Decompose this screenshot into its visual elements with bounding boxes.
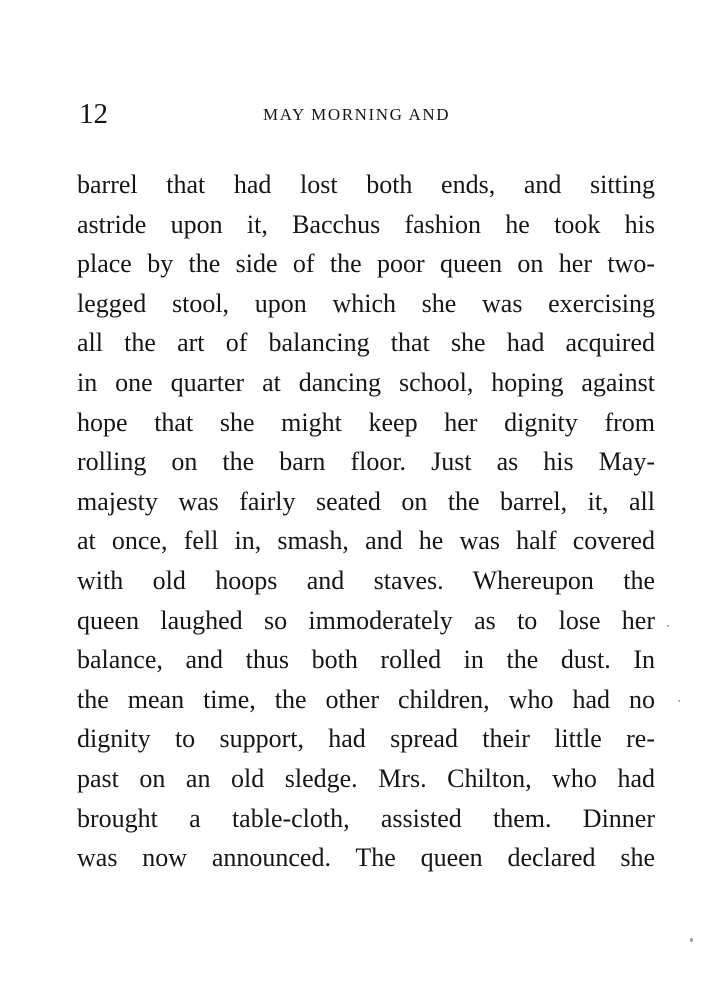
- paper-speck: [667, 625, 669, 627]
- text-line: rolling on the barn floor. Just as his May-: [77, 447, 655, 477]
- text-line: was now announced. The queen declared she: [77, 843, 655, 873]
- body-text: [77, 165, 655, 878]
- text-line: majesty was fairly seated on the barrel, it, all: [77, 486, 655, 516]
- running-title: MAY MORNING AND: [263, 105, 451, 124]
- text-line: astride upon it, Bacchus fashion he took his: [77, 209, 655, 239]
- text-line: balance, and thus both rolled in the dust. In: [77, 645, 655, 675]
- page-header: [76, 94, 656, 134]
- text-line: dignity to support, had spread their little re-: [77, 724, 655, 754]
- text-line: hope that she might keep her dignity from: [77, 407, 655, 437]
- text-line: barrel that had lost both ends, and sitting: [77, 170, 655, 199]
- text-line: the mean time, the other children, who had no: [77, 684, 655, 714]
- text-line: all the art of balancing that she had acquired: [77, 328, 655, 358]
- paper-speck: [678, 700, 680, 702]
- text-line: brought a table-cloth, assisted them. Dinner: [77, 803, 655, 833]
- text-line: in one quarter at dancing school, hoping against: [77, 367, 655, 397]
- page-number: 12: [79, 98, 108, 130]
- text-line: legged stool, upon which she was exercising: [77, 288, 655, 318]
- text-line: at once, fell in, smash, and he was half covered: [77, 526, 655, 556]
- text-line: past on an old sledge. Mrs. Chilton, who had: [77, 763, 655, 793]
- text-line: place by the side of the poor queen on her two-: [77, 249, 655, 279]
- text-line: with old hoops and staves. Whereupon the: [77, 565, 655, 595]
- text-line: queen laughed so immoderately as to lose her: [77, 605, 655, 635]
- paper-speck: [690, 938, 693, 942]
